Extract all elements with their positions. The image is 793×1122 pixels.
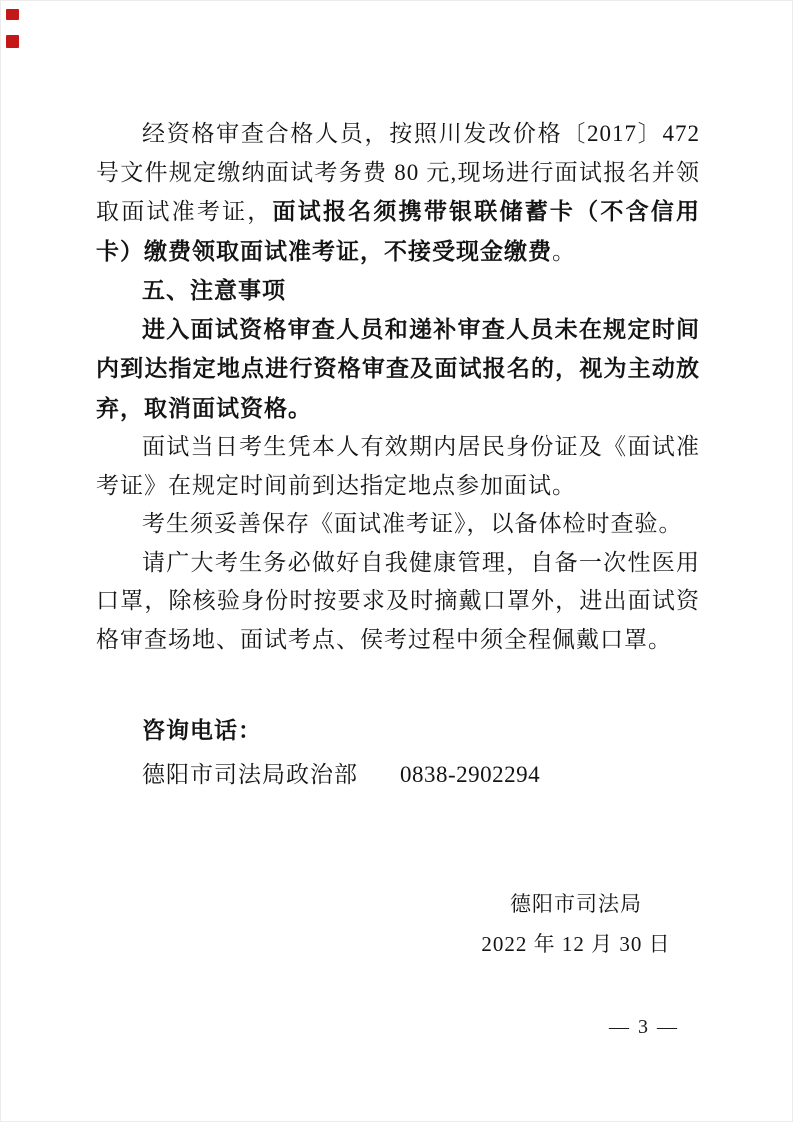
signature-block <box>440 884 712 964</box>
emphasized-text: 面试报名须携带银联储蓄卡（不含信用卡）缴费领取面试准考证，不接受现金缴费 <box>96 198 701 264</box>
paragraph-forfeit-warning <box>96 310 700 429</box>
contact-heading: 咨询电话： <box>142 717 262 743</box>
body-text: 面试当日考生凭本人有效期内居民身份证及《面试准考证》在规定时间前到达指定地点参加面试。 <box>96 434 700 498</box>
emphasized-text: 进入面试资格审查人员和递补审查人员未在规定时间内到达指定地点进行资格审查及面试报名的，视为主动放弃，取消面试资格。 <box>96 315 700 421</box>
signature-date: 2022 年 12 月 30 日 <box>481 932 671 956</box>
paragraph-keep-certificate <box>96 505 700 544</box>
body-text: 请广大考生务必做好自我健康管理，自备一次性医用口罩，除核验身份时按要求及时摘戴口罩外，进出面试资格审查场地、面试考点、侯考过程中须全程佩戴口罩。 <box>96 549 700 652</box>
red-stamp-artifact <box>6 9 19 20</box>
red-stamp-artifact <box>6 35 19 48</box>
body-text: 考生须妥善保存《面试准考证》，以备体检时查验。 <box>142 511 683 536</box>
document-body <box>96 115 700 794</box>
body-text: 经资格审查合格人员，按照川发改价格〔2017〕472 号文件规定缴纳面试考务费 80 元,现场进行面试报名并领取面试准考证， <box>96 121 700 224</box>
page-number: — 3 — <box>609 1016 679 1038</box>
emphasized-text: 五、注意事项 <box>142 277 286 303</box>
paragraph-health-management <box>96 544 700 660</box>
paragraph-payment-notice <box>96 115 700 271</box>
contact-phone: 0838-2902294 <box>400 761 541 787</box>
contact-entry <box>96 756 700 795</box>
section-heading-notes <box>96 271 700 310</box>
body-text: 。 <box>552 238 576 264</box>
contact-org: 德阳市司法局政治部 <box>142 761 358 787</box>
paragraph-id-requirement <box>96 428 700 505</box>
signature-org: 德阳市司法局 <box>510 892 642 916</box>
